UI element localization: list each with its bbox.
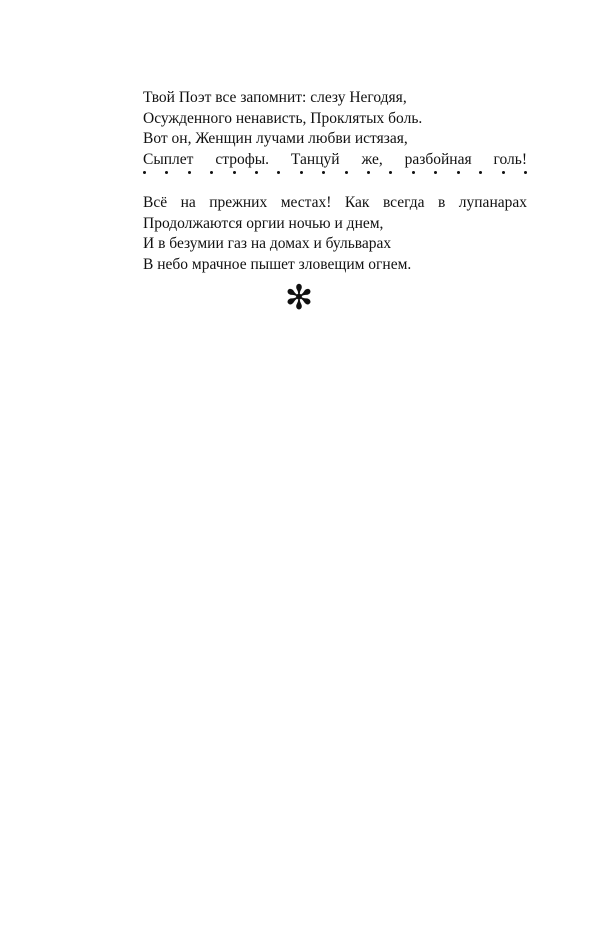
stanza-1 [143, 88, 527, 170]
stanza-2 [143, 193, 527, 275]
separator-dot [188, 171, 191, 174]
ellipsis-separator [143, 166, 527, 178]
separator-dot [322, 171, 325, 174]
separator-dot [479, 171, 482, 174]
separator-dot [457, 171, 460, 174]
stanza-1-line-2: Осужденного ненависть, Проклятых боль. [143, 109, 423, 127]
separator-dot [277, 171, 280, 174]
stanza-2-line-2: Продолжаются оргии ночью и днем, [143, 214, 384, 232]
stanza-1-line-3: Вот он, Женщин лучами любви истязая, [143, 130, 408, 147]
stanza-2-line-3: И в безумии газ на домах и бульварах [143, 235, 392, 252]
separator-dot [502, 171, 505, 174]
separator-dot [233, 171, 236, 174]
stanza-2-line-1: Всё на прежних местах! Как всегда в лупанарах [143, 194, 527, 211]
stanza-2-line-4: В небо мрачное пышет зловещим огнем. [143, 255, 412, 273]
separator-dot [389, 171, 392, 174]
separator-dot [367, 171, 370, 174]
separator-dot [412, 171, 415, 174]
separator-dot [143, 171, 146, 174]
asterisk-ornament-icon: ✻ [284, 278, 314, 318]
separator-dot [210, 171, 213, 174]
stanza-1-line-1: Твой Поэт все запомнит: слезу Негодяя, [143, 89, 407, 106]
separator-dot [165, 171, 168, 174]
separator-dot [524, 171, 527, 174]
separator-dot [434, 171, 437, 174]
separator-dot [255, 171, 258, 174]
separator-dot [300, 171, 303, 174]
separator-dot [345, 171, 348, 174]
stanza-1-line-4: Сыплет строфы. Танцуй же, разбойная голь! [143, 150, 527, 168]
